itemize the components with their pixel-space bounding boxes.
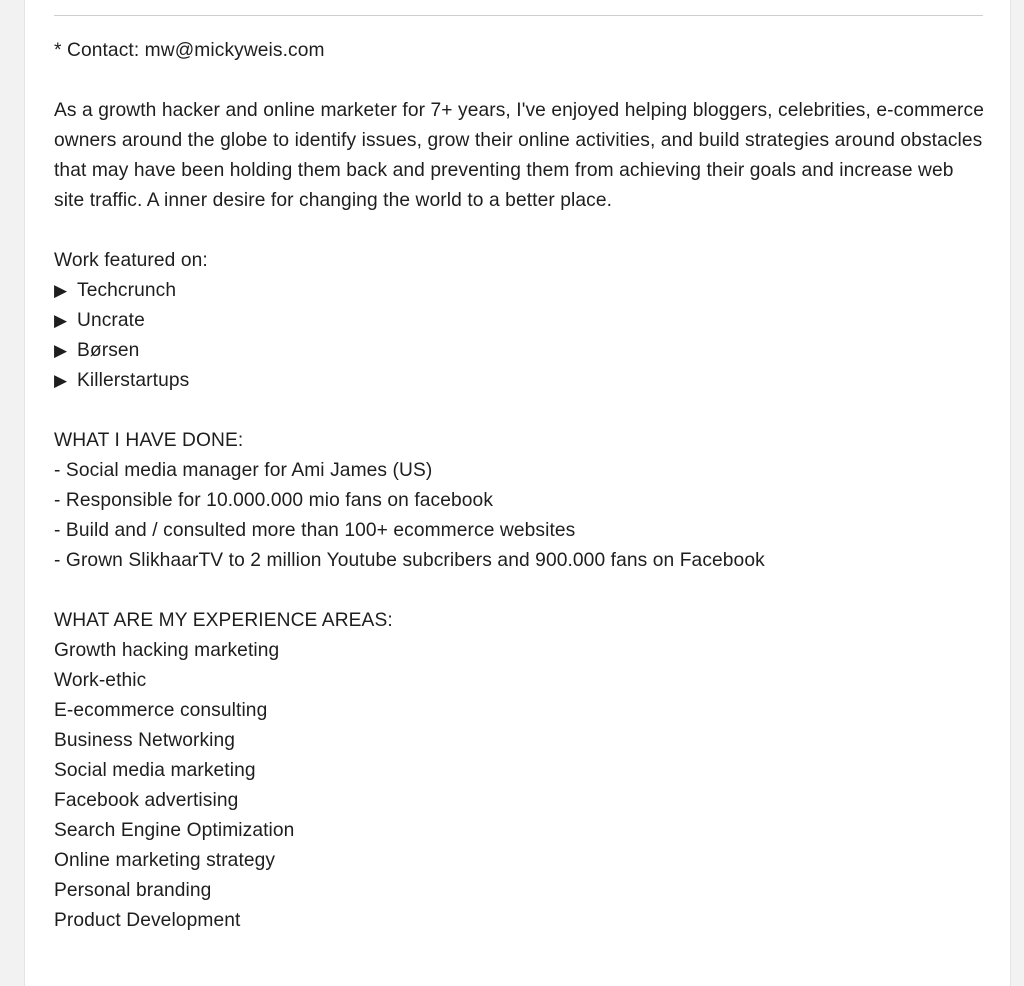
spacer — [54, 216, 989, 246]
profile-summary-card — [24, 0, 1011, 986]
featured-item-label: Killerstartups — [77, 370, 190, 391]
triangle-right-icon — [54, 336, 70, 366]
experience-item: Personal branding — [54, 880, 212, 901]
summary-content — [54, 36, 989, 936]
spacer — [54, 576, 989, 606]
spacer — [54, 396, 989, 426]
experience-item: Social media marketing — [54, 760, 256, 781]
experience-item: Search Engine Optimization — [54, 820, 295, 841]
featured-item — [54, 306, 989, 336]
experience-item: Product Development — [54, 910, 241, 931]
intro-paragraph: As a growth hacker and online marketer for 7+ years, I've enjoyed helping bloggers, celebrities, e-commerce owners around the globe to identify issues, grow their online activities, and build strategies around obstacles that may have been holding them back and preventing them from achieving their goals and increase web site traffic. A inner desire for changing the world to a better place. — [54, 100, 984, 211]
section-divider — [54, 15, 983, 16]
experience-item: Business Networking — [54, 730, 236, 751]
experience-heading: WHAT ARE MY EXPERIENCE AREAS: — [54, 610, 393, 631]
triangle-right-icon — [54, 306, 70, 336]
done-item: - Grown SlikhaarTV to 2 million Youtube subcribers and 900.000 fans on Facebook — [54, 550, 765, 571]
featured-item — [54, 336, 989, 366]
featured-item — [54, 276, 989, 306]
triangle-right-icon — [54, 366, 70, 396]
featured-item — [54, 366, 989, 396]
featured-item-label: Uncrate — [77, 310, 145, 331]
featured-heading: Work featured on: — [54, 250, 208, 271]
experience-item: Facebook advertising — [54, 790, 239, 811]
done-item: - Social media manager for Ami James (US) — [54, 460, 433, 481]
experience-item: Growth hacking marketing — [54, 640, 280, 661]
done-item: - Build and / consulted more than 100+ ecommerce websites — [54, 520, 576, 541]
featured-item-label: Techcrunch — [77, 280, 177, 301]
triangle-right-icon — [54, 276, 70, 306]
experience-item: Online marketing strategy — [54, 850, 276, 871]
done-heading: WHAT I HAVE DONE: — [54, 430, 244, 451]
experience-item: Work-ethic — [54, 670, 147, 691]
spacer — [54, 66, 989, 96]
featured-item-label: Børsen — [77, 340, 140, 361]
contact-line: * Contact: mw@mickyweis.com — [54, 40, 325, 61]
done-item: - Responsible for 10.000.000 mio fans on facebook — [54, 490, 494, 511]
experience-item: E-ecommerce consulting — [54, 700, 268, 721]
